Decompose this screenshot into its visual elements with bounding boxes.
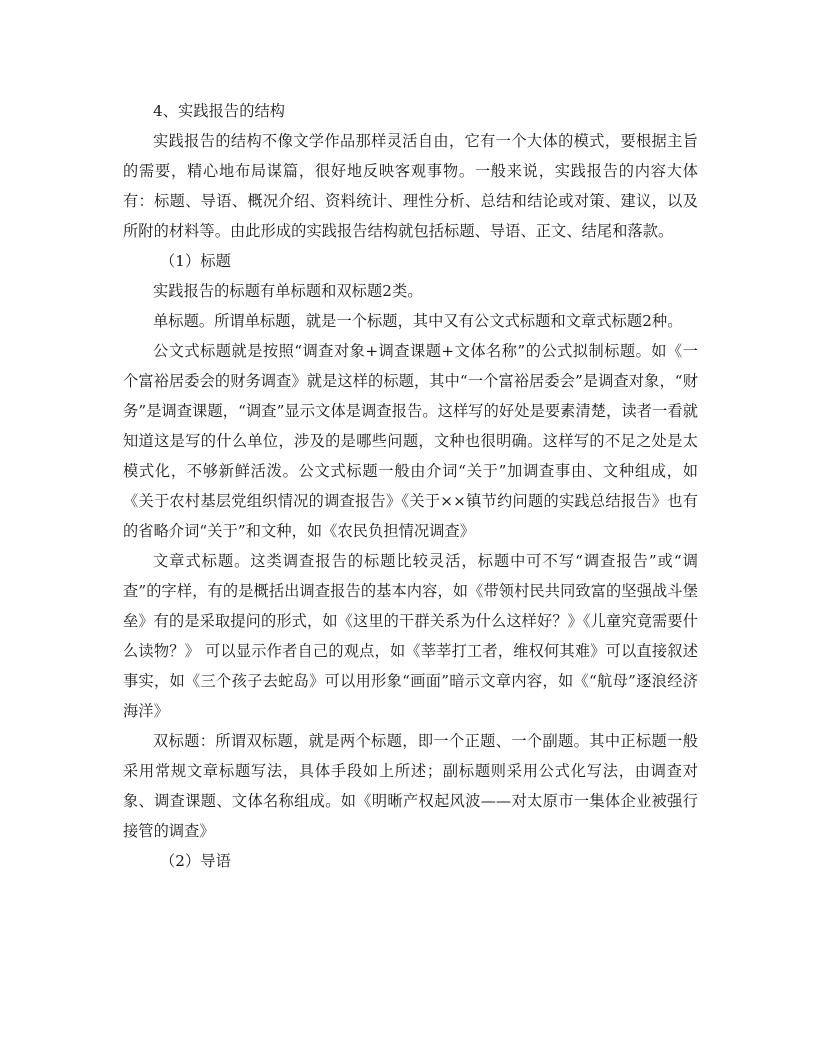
paragraph-structure-intro: 实践报告的结构不像文学作品那样灵活自由，它有一个大体的模式，要根据主旨的需要，精心地布局谋篇，很好地反映客观事物。一般来说，实践报告的内容大体有：标题、导语、概况介绍、资料统计、理性分析、总结和结论或对策、建议，以及所附的材料等。由此形成的实践报告结构就包括标题、导语、正文、结尾和落款。 xyxy=(123,132,698,240)
paragraph-single-title: 单标题。所谓单标题，就是一个标题，其中又有公文式标题和文章式标题2种。 xyxy=(153,312,683,330)
paragraph-title-types: 实践报告的标题有单标题和双标题2类。 xyxy=(153,282,423,300)
paragraph-double-title: 双标题：所谓双标题，就是两个标题，即一个正题、一个副题。其中正标题一般采用常规文章标题写法，具体手段如上所述；副标题则采用公式化写法，由调查对象、调查课题、文体名称组成。如《明晰产权起风波——对太原市一集体企业被强行接管的调查》 xyxy=(123,732,698,840)
paragraph-official-title: 公文式标题就是按照“调查对象+调查课题+文体名称”的公式拟制标题。如《一个富裕居委会的财务调查》就是这样的标题，其中“一个富裕居委会”是调查对象，“财务”是调查课题，“调查”显示文体是调查报告。这样写的好处是要素清楚，读者一看就知道这是写的什么单位，涉及的是哪些问题，文种也很明确。这样写的不足之处是太模式化，不够新鲜活泼。公文式标题一般由介词“关于”加调查事由、文种组成，如《关于农村基层党组织情况的调查报告》《关于××镇节约问题的实践总结报告》也有的省略介词“关于”和文种，如《农民负担情况调查》 xyxy=(123,342,698,540)
subheading-title: （1）标题 xyxy=(160,252,231,270)
subheading-lead: （2）导语 xyxy=(160,852,231,870)
document-body xyxy=(123,96,698,876)
paragraph-article-title: 文章式标题。这类调查报告的标题比较灵活，标题中可不写“调查报告”或“调查”的字样，有的是概括出调查报告的基本内容，如《带领村民共同致富的坚强战斗堡垒》有的是采取提问的形式，如《这里的干群关系为什么这样好？》《儿童究竟需要什么读物？》 可以显示作者自己的观点，如《莘莘打工者，维权何其难》可以直接叙述事实，如《三个孩子去蛇岛》可以用形象“画面”暗示文章内容，如《“航母”逐浪经济海洋》 xyxy=(123,552,698,720)
section-heading: 4、实践报告的结构 xyxy=(153,102,286,120)
